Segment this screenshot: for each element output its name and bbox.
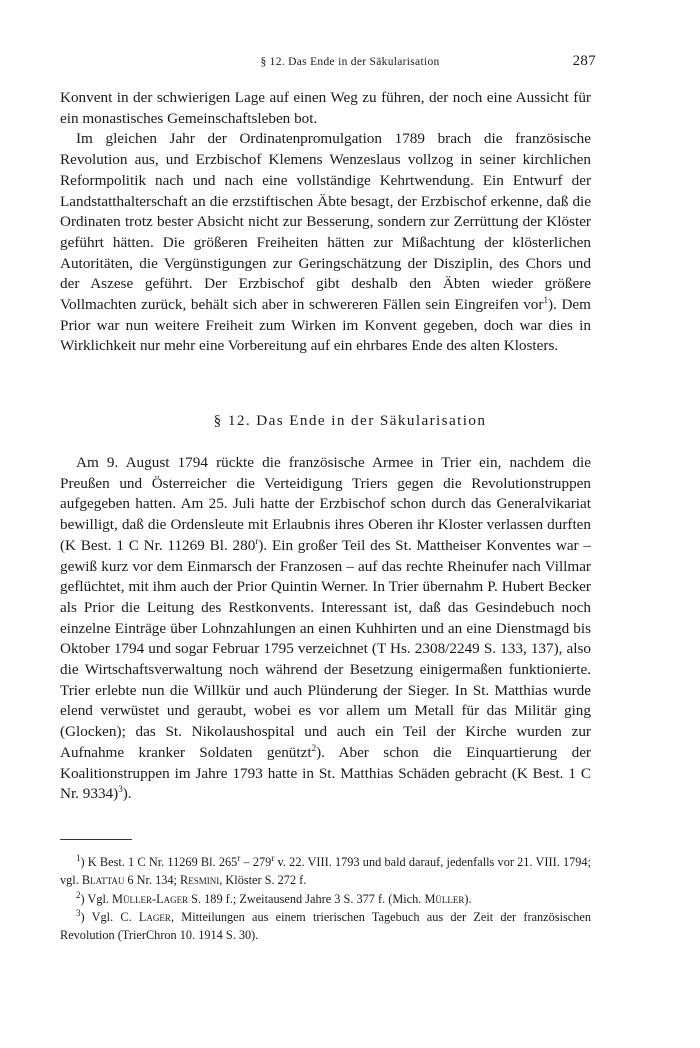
paragraph-3-text-c: ). Aber schon die Einquartierung der Koalitionstruppen im Jahre 1793 hatte in St. Matthias Schäden gebracht (K Best. 1 C Nr. 9334)	[60, 743, 591, 803]
paragraph-2	[60, 129, 591, 357]
footnote-1-text-b: – 279	[240, 855, 272, 869]
main-text-block	[60, 453, 591, 805]
footnote-3-text-b: , Mitteilungen aus einem trierischen Tagebuch aus der Zeit der französischen Revolution (TrierChron 10. 1914 S. 30).	[60, 909, 591, 943]
footnote-3	[60, 908, 591, 945]
paragraph-2-text-end: ). Dem Prior war nun weitere Freiheit zum Wirken im Konvent gegeben, doch war dies in Wirklichkeit nur mehr eine Vorbereitung auf ein ehrbares Ende des alten Klosters.	[60, 296, 591, 355]
footnote-separator	[60, 839, 132, 840]
footnote-ref-3: 3	[118, 784, 123, 795]
footnote-2-text-c: ).	[464, 891, 472, 906]
footnote-1-mark: 1	[76, 852, 81, 863]
footnote-2-mark: 2	[76, 889, 81, 900]
footnote-ref-1: 1	[543, 294, 548, 305]
paragraph-2-text: Im gleichen Jahr der Ordinatenpromulgation 1789 brach die französische Revolution aus, und Erzbischof Klemens Wenzeslaus vollzog in seiner kirchlichen Reformpolitik nach und nach eine vollständige Kehrtwendung. Ein Entwurf der Landstatthalterschaft an die erzstiftischen Äbte besagt, der Erzbischof erkenne, daß die Ordinaten trotz bester Absicht nicht zur Besserung, sondern zur Zerrüttung der Klöster geführt hätten. Die größeren Freiheiten hätten zur Mißachtung der klösterlichen Autoritäten, die Vergünstigungen zur Geringschätzung der Disziplin, des Chors und der Aszese geführt. Der Erzbischof gibt deshalb den Äbten wieder größere Vollmachten zurück, behält sich aber in schwereren Fällen sein Eingreifen vor	[60, 130, 591, 314]
footnote-1-author-1: Blattau	[81, 873, 125, 888]
paragraph-1: Konvent in der schwierigen Lage auf einen Weg zu führen, der noch eine Aussicht für ein monastisches Gemeinschaftsleben bot.	[60, 89, 591, 127]
footnote-ref-2: 2	[311, 742, 317, 753]
footnote-3-mark: 3	[76, 907, 81, 918]
footnote-3-author: Lager	[138, 909, 171, 924]
footnote-1	[60, 853, 591, 890]
page-number: 287	[572, 53, 596, 69]
footnotes	[60, 853, 591, 944]
paragraph-3-text-d: ).	[122, 785, 132, 803]
footnote-1-recto-mark-2: r	[271, 852, 275, 863]
footnote-1-text-d: 6 Nr. 134;	[124, 873, 181, 888]
footnote-2-author-2: Müller	[424, 891, 465, 906]
paragraph-3	[60, 453, 591, 805]
running-title: § 12. Das Ende in der Säkularisation	[260, 56, 440, 68]
folio-recto-mark: r	[255, 535, 259, 546]
paragraph-3-text: Am 9. August 1794 rückte die französische Armee in Trier ein, nachdem die Preußen und Österreicher die Verteidigung Triers gegen die Revolutionstruppen aufgegeben hatten. Am 25. Juli hatte der Erzbischof schon durch das Generalvikariat bewilligt, daß die Ordensleute mit Erlaubnis ihres Oberen ihr Kloster verlassen durften (K Best. 1 C Nr. 11269 Bl. 280	[60, 454, 591, 554]
footnote-2-author-1: Müller-Lager	[112, 891, 189, 906]
footnote-1-author-2: Resmini	[180, 873, 220, 888]
footnote-2	[60, 890, 591, 908]
section-heading: § 12. Das Ende in der Säkularisation	[213, 412, 487, 429]
paragraph-3-text-b: ). Ein großer Teil des St. Mattheiser Konventes war – gewiß kurz vor dem Einmarsch der Franzosen – auf das rechte Rheinufer nach Villmar geflüchtet, mit ihm auch der Prior Quintin Werner. In Trier übernahm P. Hubert Becker als Prior die Leitung des Restkonvents. Interessant ist, daß das Gesindebuch noch einzelne Einträge über Lohnzahlungen an einen Kuhhirten und an eine Dienstmagd bis Oktober 1794 und sogar Februar 1795 verzeichnet (T Hs. 2308/2249 S. 133, 137), also die Wirtschaftsverwaltung noch während der Besetzung einigermaßen funktionierte. Trier erlebte nun die Willkür und auch Plünderung der Sieger. In St. Matthias wurde elend verwüstet und geraubt, wobei es vor allem um Metall für das Militär ging (Glocken); das St. Nikolaushospital und auch ein Teil der Kirche wurden zur Aufnahme kranker Soldaten genützt	[60, 536, 591, 761]
footnote-1-text: ) K Best. 1 C Nr. 11269 Bl. 265	[80, 855, 238, 869]
top-text-block	[60, 88, 591, 357]
footnote-2-text: ) Vgl.	[80, 891, 113, 906]
footnote-1-text-e: , Klöster S. 272 f.	[219, 873, 307, 888]
footnote-2-text-b: S. 189 f.; Zweitausend Jahre 3 S. 377 f. (Mich.	[188, 891, 425, 906]
footnote-1-recto-mark: r	[237, 852, 241, 863]
footnote-3-text: ) Vgl. C.	[80, 909, 139, 924]
footnote-1-text-c: v. 22. VIII. 1793 und bald darauf, jedenfalls vor 21. VIII. 1794; vgl.	[60, 855, 591, 888]
